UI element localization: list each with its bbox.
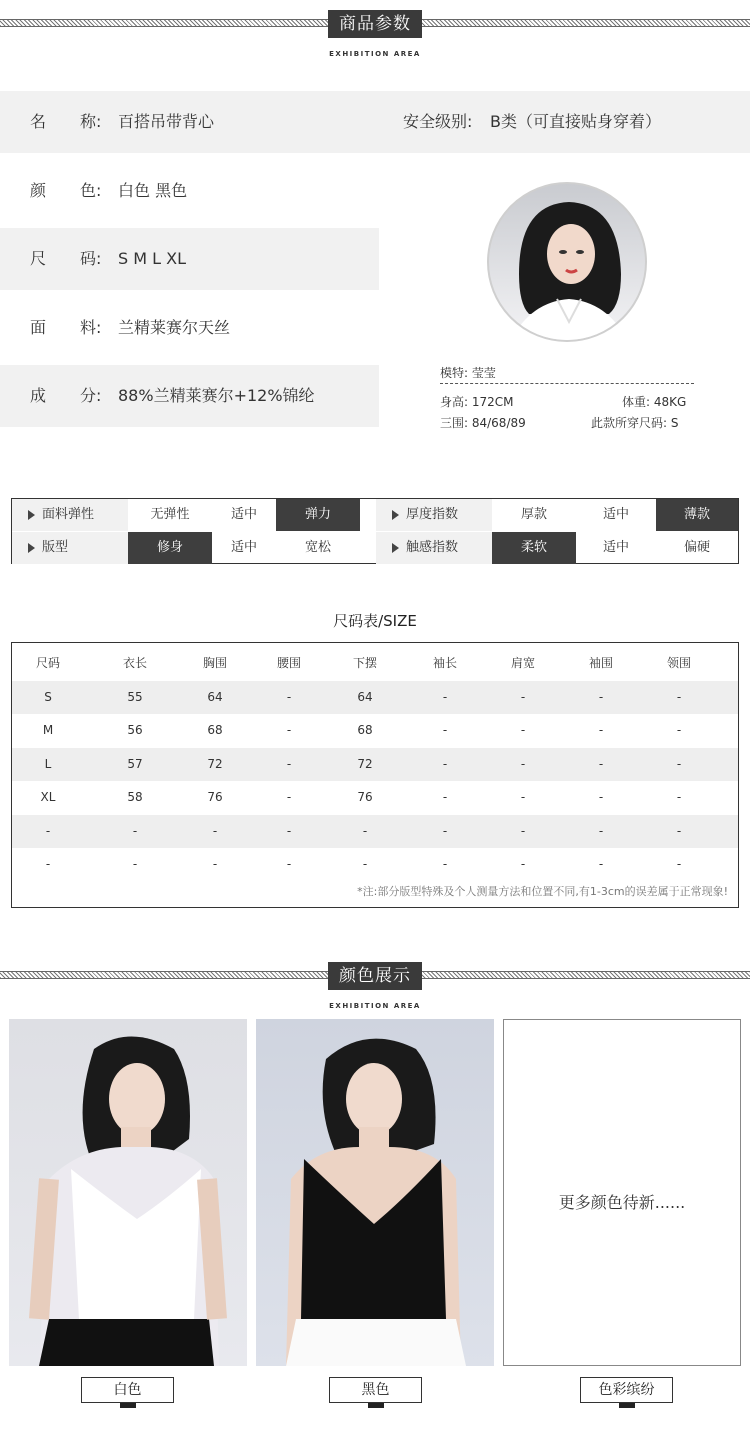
attr-option-selected: 柔软 [492, 532, 576, 564]
size-cell: - [676, 756, 682, 771]
param-row-size [0, 228, 379, 290]
size-cell: 76 [357, 790, 373, 804]
table-row [12, 781, 738, 814]
size-cell: 64 [357, 689, 373, 704]
section-subtitle: EXHIBITION AREA [329, 50, 421, 58]
size-cell: - [442, 857, 448, 871]
attr-option-selected: 薄款 [656, 499, 738, 531]
caption-bar [120, 1403, 136, 1408]
size-cell: - [132, 823, 138, 838]
section-subtitle: EXHIBITION AREA [329, 1002, 421, 1010]
size-note: *注:部分版型特殊及个人测量方法和位置不同,有1-3cm的误差属于正常现象! [357, 885, 728, 898]
attr-option-selected: 修身 [128, 532, 212, 564]
size-header-cell: 胸围 [202, 656, 227, 670]
param-value: 兰精莱赛尔天丝 [118, 318, 231, 337]
attr-option: 宽松 [304, 540, 331, 555]
size-header-row [12, 647, 738, 680]
model-divider [440, 383, 694, 384]
size-header-cell: 领围 [666, 656, 691, 670]
size-table [11, 642, 739, 908]
param-key-1: 面 [30, 318, 47, 337]
param-key-1: 名 [30, 112, 47, 131]
size-cell: - [286, 857, 292, 871]
attr-label-elasticity: 面料弹性 [12, 499, 128, 531]
size-cell: - [286, 823, 292, 838]
size-header-cell: 袖围 [588, 656, 613, 670]
size-cell: 68 [207, 723, 223, 737]
size-cell: M [42, 723, 54, 737]
size-cell: 55 [127, 689, 143, 704]
caption-black: 黑色 [329, 1377, 422, 1403]
size-cell: - [598, 790, 604, 804]
size-cell: - [212, 857, 218, 871]
size-cell: - [520, 857, 526, 871]
size-cell: - [520, 823, 526, 838]
size-cell: - [676, 723, 682, 737]
param-key-2: 称: [80, 112, 102, 131]
size-cell: - [520, 723, 526, 737]
param-key-1: 颜 [30, 181, 47, 200]
size-cell: XL [40, 790, 56, 804]
size-cell: - [676, 689, 682, 704]
param-row-composition [0, 365, 379, 427]
attr-option: 适中 [602, 507, 629, 522]
size-cell: - [598, 689, 604, 704]
model-measurements: 三围: 84/68/89 [440, 416, 526, 430]
size-cell: - [362, 823, 368, 838]
table-row [12, 848, 738, 881]
size-cell: - [212, 823, 218, 838]
attr-label-touch: 触感指数 [376, 532, 492, 564]
attr-option: 厚款 [520, 507, 547, 522]
triangle-icon [392, 510, 399, 520]
caption-bar [368, 1403, 384, 1408]
size-cell: - [676, 823, 682, 838]
table-row [12, 748, 738, 781]
model-name: 模特: 莹莹 [440, 366, 496, 380]
size-header-cell: 袖长 [432, 656, 457, 670]
param-key-2: 码: [80, 249, 102, 268]
section-header-colors [0, 962, 750, 1010]
size-header-cell: 肩宽 [510, 656, 535, 670]
param-key-1: 成 [30, 386, 47, 405]
table-row [12, 714, 738, 747]
size-header-cell: 下摆 [352, 656, 377, 670]
param-value: 88%兰精莱赛尔+12%锦纶 [118, 386, 315, 405]
size-header-cell: 尺码 [35, 656, 60, 670]
size-cell: - [598, 756, 604, 771]
model-height: 身高: 172CM [440, 395, 514, 409]
size-cell: - [598, 723, 604, 737]
model-avatar [487, 182, 647, 342]
caption-bar [619, 1403, 635, 1408]
safety-label: 安全级别: [403, 112, 473, 131]
size-cell: - [286, 790, 292, 804]
size-cell: - [598, 857, 604, 871]
size-cell: - [520, 689, 526, 704]
table-row [12, 815, 738, 848]
size-header-cell: 衣长 [122, 656, 147, 670]
size-cell: S [44, 689, 52, 704]
attr-option: 无弹性 [150, 507, 190, 522]
param-row-fabric [0, 297, 380, 359]
attr-label-fit: 版型 [12, 532, 128, 564]
size-cell: - [286, 756, 292, 771]
attr-option: 偏硬 [683, 540, 710, 555]
size-cell: - [286, 689, 292, 704]
attr-option: 适中 [230, 540, 257, 555]
attr-option-selected: 弹力 [276, 499, 360, 531]
param-key-2: 分: [80, 386, 102, 405]
size-cell: - [520, 756, 526, 771]
size-cell: 76 [207, 790, 223, 804]
param-row-color [0, 160, 380, 222]
model-white-icon [9, 1019, 247, 1366]
model-size: 此款所穿尺码: S [591, 416, 679, 430]
model-weight: 体重: 48KG [622, 395, 687, 409]
size-cell: 57 [127, 756, 143, 771]
param-key-2: 色: [80, 181, 102, 200]
table-row [12, 681, 738, 714]
size-cell: 56 [127, 723, 143, 737]
triangle-icon [28, 510, 35, 520]
size-cell: - [132, 857, 138, 871]
size-cell: - [598, 823, 604, 838]
param-key-1: 尺 [30, 249, 47, 268]
model-black-icon [256, 1019, 494, 1366]
section-title: 颜色展示 [328, 962, 422, 990]
triangle-icon [392, 543, 399, 553]
section-header-params [0, 10, 750, 58]
caption-more: 色彩缤纷 [580, 1377, 673, 1403]
photo-black [256, 1019, 494, 1366]
size-cell: - [45, 857, 51, 871]
photo-white [9, 1019, 247, 1366]
size-cell: - [676, 790, 682, 804]
param-value: 百搭吊带背心 [118, 112, 215, 131]
param-key-2: 料: [80, 318, 102, 337]
size-cell: - [442, 723, 448, 737]
size-cell: 58 [127, 790, 143, 804]
size-cell: 64 [207, 689, 223, 704]
param-value: S M L XL [118, 249, 187, 268]
safety-value: B类（可直接贴身穿着） [490, 112, 661, 131]
size-cell: 72 [357, 756, 373, 771]
size-cell: - [45, 823, 51, 838]
caption-white: 白色 [81, 1377, 174, 1403]
size-cell: L [44, 756, 52, 771]
model-portrait-icon [489, 184, 647, 342]
size-cell: 68 [357, 723, 373, 737]
size-cell: - [442, 790, 448, 804]
size-cell: - [362, 857, 368, 871]
size-cell: - [442, 823, 448, 838]
size-cell: - [520, 790, 526, 804]
size-cell: - [286, 723, 292, 737]
size-cell: 72 [207, 756, 223, 771]
size-cell: - [676, 857, 682, 871]
section-title: 商品参数 [328, 10, 422, 38]
attr-option: 适中 [602, 540, 629, 555]
param-value: 白色 黑色 [118, 181, 188, 200]
triangle-icon [28, 543, 35, 553]
attr-label-thickness: 厚度指数 [376, 499, 492, 531]
size-cell: - [442, 756, 448, 771]
attribute-table [11, 498, 739, 564]
photo-more-colors [503, 1019, 741, 1366]
size-table-title: 尺码表/SIZE [333, 612, 417, 630]
more-colors-text: 更多颜色待新...... [558, 1193, 686, 1212]
param-row-name [0, 91, 750, 153]
size-header-cell: 腰围 [276, 656, 301, 670]
size-cell: - [442, 689, 448, 704]
attr-option: 适中 [230, 507, 257, 522]
